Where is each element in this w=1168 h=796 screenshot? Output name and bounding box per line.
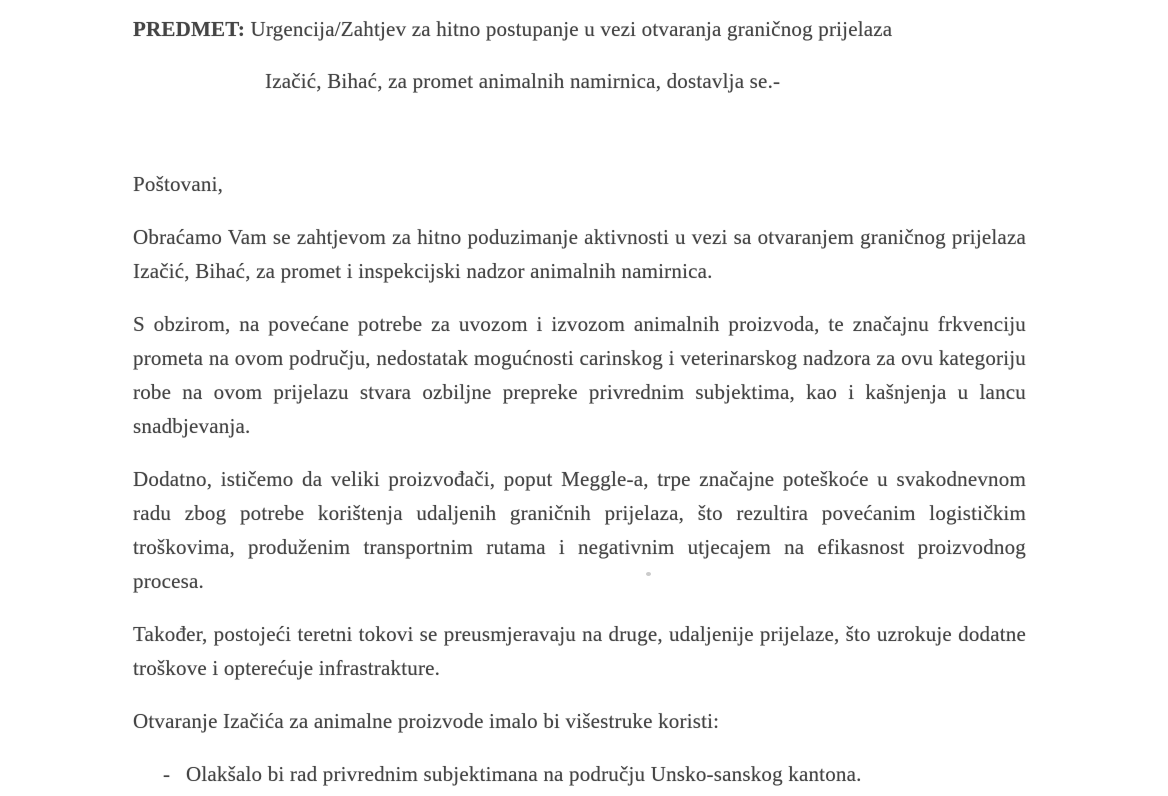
paragraph-traffic-rerouting: Također, postojeći teretni tokovi se preusmjeravaju na druge, udaljenije prijelaze, što uzrokuje dodatne troškove i opterećuje infrastrakture. [133,622,1026,680]
list-item [133,757,1026,791]
dash-bullet-marker: - [163,762,171,786]
subject-line-2: Izačić, Bihać, za promet animalnih namirnica, dostavlja se.- [265,69,781,93]
scan-artifact-dot [646,572,651,576]
subject-label: PREDMET: [133,17,246,41]
subject-line-1-text: Urgencija/Zahtjev za hitno postupanje u vezi otvaranja graničnog prijelaza [250,17,893,41]
salutation: Poštovani, [133,172,224,196]
benefits-list-intro: Otvaranje Izačića za animalne proizvode imalo bi višestruke koristi: [133,709,720,733]
subject-line-1 [133,12,1026,46]
letter-body [133,12,1026,791]
list-item-text: Olakšalo bi rad privrednim subjektimana na području Unsko-sanskog kantona. [186,762,862,786]
paragraph-justification: S obzirom, na povećane potrebe za uvozom i izvozom animalnih proizvoda, te značajnu frkvenciju prometa na ovom području, nedostatak mogućnosti carinskog i veterinarskog nadzora za ovu kategoriju robe na ovom prijelazu stvara ozbiljne prepreke privrednim subjektima, kao i kašnjenja u lancu snadbjevanja. [133,312,1026,438]
subject-block [133,12,1026,98]
paragraph-request: Obraćamo Vam se zahtjevom za hitno poduzimanje aktivnosti u vezi sa otvaranjem graničnog prijelaza Izačić, Bihać, za promet i inspekcijski nadzor animalnih namirnica. [133,225,1026,283]
paragraph-meggle-impact: Dodatno, ističemo da veliki proizvođači, poput Meggle-a, trpe značajne poteškoće u svakodnevnom radu zbog potrebe korištenja udaljenih graničnih prijelaza, što rezultira povećanim logističkim troškovima, produženim transportnim rutama i negativnim utjecajem na efikasnost proizvodnog procesa. [133,467,1026,593]
